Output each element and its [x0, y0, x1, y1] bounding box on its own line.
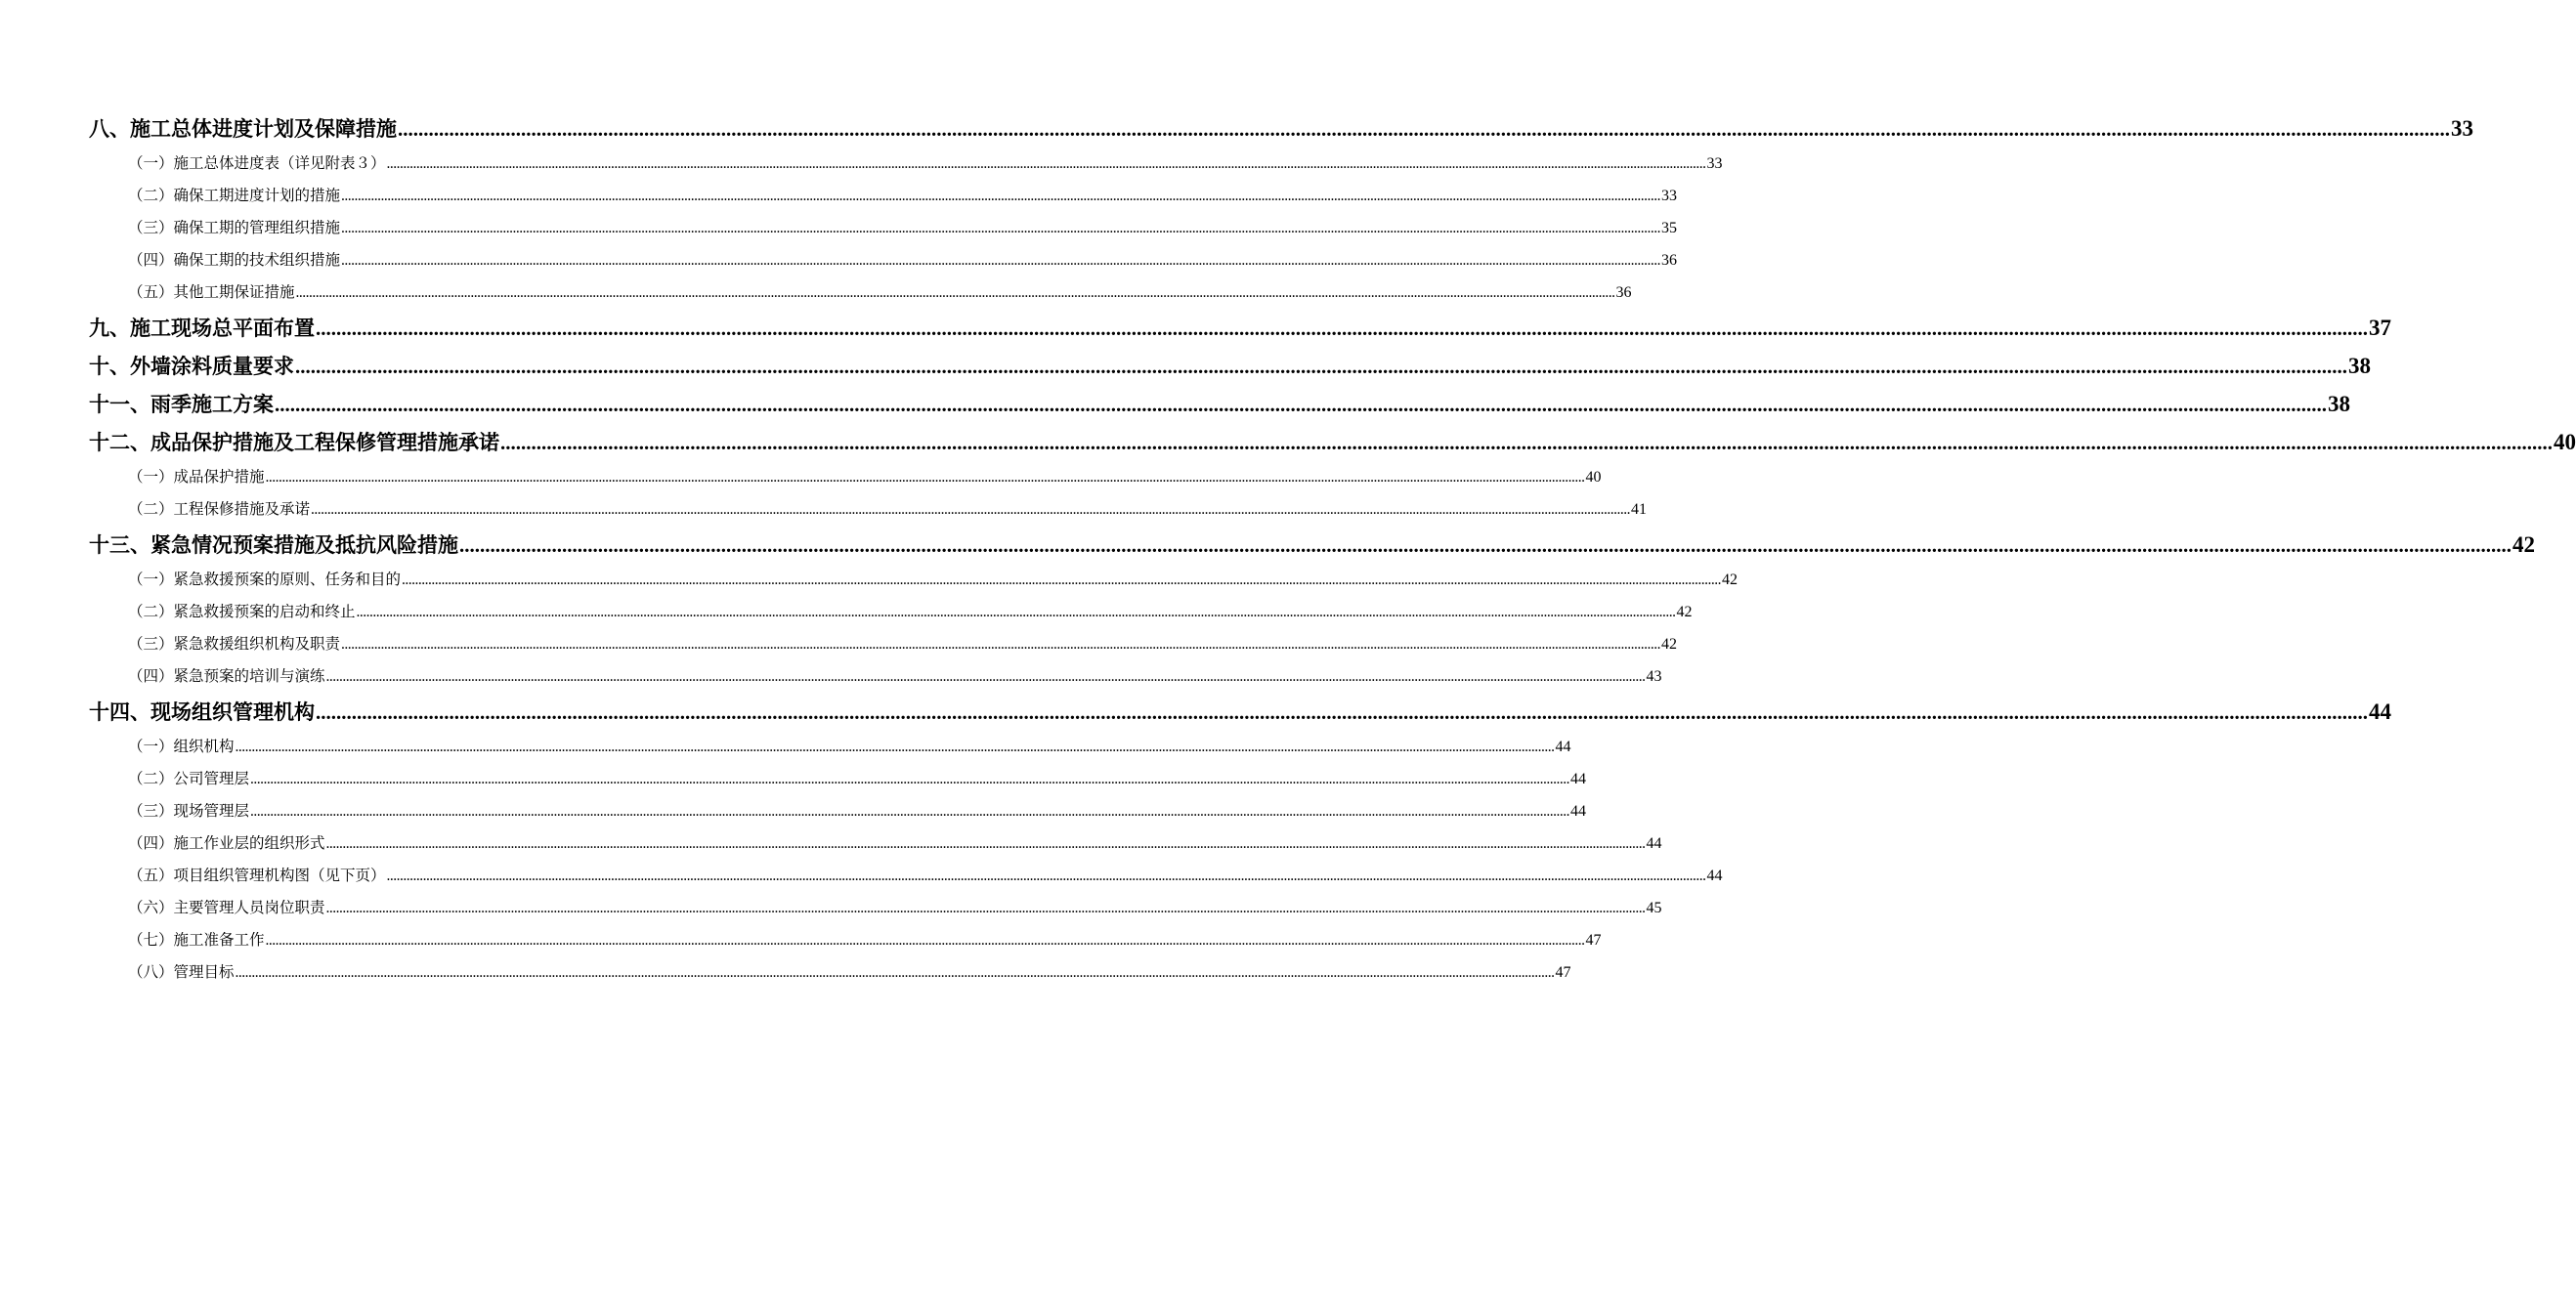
toc-dot-leader: ................................................................................................................................................................................................................................................................................................................................................................................................................ — [295, 284, 1615, 301]
toc-dot-leader: ................................................................................................................................................................................................................................................................................................................................................................................................................ — [459, 533, 2512, 557]
toc-page-number: 47 — [1555, 964, 1571, 981]
toc-dot-leader: ................................................................................................................................................................................................................................................................................................................................................................................................................ — [356, 604, 1676, 620]
toc-section-entry[interactable] — [89, 731, 1571, 763]
toc-dot-leader: ................................................................................................................................................................................................................................................................................................................................................................................................................ — [341, 252, 1661, 269]
toc-dot-leader: ................................................................................................................................................................................................................................................................................................................................................................................................................ — [275, 393, 2327, 416]
toc-entry-title: （二）确保工期进度计划的措施 — [128, 187, 341, 204]
toc-page-number: 44 — [1570, 771, 1587, 787]
toc-dot-leader: ................................................................................................................................................................................................................................................................................................................................................................................................................ — [316, 700, 2368, 724]
toc-page-number: 44 — [1706, 868, 1723, 884]
toc-section-entry[interactable] — [89, 763, 1587, 795]
toc-section-entry[interactable] — [89, 276, 1632, 309]
toc-page-number: 44 — [1570, 803, 1587, 820]
toc-entry-title: 十三、紧急情况预案措施及抵抗风险措施 — [89, 532, 458, 557]
toc-page-number: 38 — [2328, 392, 2350, 416]
toc-page-number: 40 — [2554, 430, 2576, 454]
toc-entry-title: （三）紧急救援组织机构及职责 — [128, 635, 341, 653]
toc-page-number: 42 — [1722, 572, 1739, 588]
toc-entry-title: （一）紧急救援预案的原则、任务和目的 — [128, 571, 402, 588]
toc-entry-title: （四）施工作业层的组织形式 — [128, 834, 325, 852]
toc-dot-leader: ................................................................................................................................................................................................................................................................................................................................................................................................................ — [386, 868, 1706, 884]
toc-dot-leader: ................................................................................................................................................................................................................................................................................................................................................................................................................ — [402, 572, 1722, 588]
toc-dot-leader: ................................................................................................................................................................................................................................................................................................................................................................................................................ — [398, 117, 2450, 141]
toc-dot-leader: ................................................................................................................................................................................................................................................................................................................................................................................................................ — [316, 317, 2368, 340]
toc-entry-title: 十二、成品保护措施及工程保修管理措施承诺 — [89, 430, 499, 454]
toc-entry-title: （一）成品保护措施 — [128, 468, 265, 486]
toc-page-number: 37 — [2369, 316, 2391, 340]
toc-entry-title: 十一、雨季施工方案 — [89, 392, 274, 416]
toc-dot-leader: ................................................................................................................................................................................................................................................................................................................................................................................................................ — [341, 220, 1661, 236]
toc-page-number: 44 — [2369, 699, 2391, 724]
toc-dot-leader: ................................................................................................................................................................................................................................................................................................................................................................................................................ — [250, 771, 1570, 787]
toc-entry-title: （二）公司管理层 — [128, 770, 250, 787]
toc-entry-title: 九、施工现场总平面布置 — [89, 316, 315, 340]
toc-page-number: 33 — [2451, 116, 2473, 141]
toc-section-entry[interactable] — [89, 564, 1739, 596]
toc-chapter-entry[interactable] — [89, 347, 2371, 385]
toc-page-number: 42 — [1661, 636, 1678, 653]
toc-section-entry[interactable] — [89, 212, 1678, 244]
toc-section-entry[interactable] — [89, 795, 1587, 827]
toc-page-number: 44 — [1646, 835, 1662, 852]
toc-dot-leader: ................................................................................................................................................................................................................................................................................................................................................................................................................ — [295, 355, 2347, 378]
toc-chapter-entry[interactable] — [89, 309, 2391, 347]
toc-page-number: 42 — [1676, 604, 1693, 620]
toc-chapter-entry[interactable] — [89, 385, 2350, 423]
toc-dot-leader: ................................................................................................................................................................................................................................................................................................................................................................................................................ — [341, 636, 1661, 653]
toc-section-entry[interactable] — [89, 860, 1723, 892]
toc-chapter-entry[interactable] — [89, 109, 2473, 148]
toc-section-entry[interactable] — [89, 461, 1602, 493]
toc-page-number: 33 — [1661, 188, 1678, 204]
toc-entry-title: （四）紧急预案的培训与演练 — [128, 667, 325, 685]
toc-dot-leader: ................................................................................................................................................................................................................................................................................................................................................................................................................ — [265, 932, 1585, 949]
table-of-contents — [89, 109, 2576, 989]
toc-page-number: 42 — [2512, 532, 2535, 557]
toc-page-number: 47 — [1585, 932, 1602, 949]
toc-dot-leader: ................................................................................................................................................................................................................................................................................................................................................................................................................ — [235, 739, 1555, 755]
toc-dot-leader: ................................................................................................................................................................................................................................................................................................................................................................................................................ — [325, 835, 1646, 852]
toc-page-number: 36 — [1615, 284, 1632, 301]
toc-section-entry[interactable] — [89, 596, 1693, 628]
toc-dot-leader: ................................................................................................................................................................................................................................................................................................................................................................................................................ — [311, 501, 1631, 518]
toc-section-entry[interactable] — [89, 180, 1678, 212]
toc-entry-title: （二）工程保修措施及承诺 — [128, 500, 311, 518]
toc-page-number: 35 — [1661, 220, 1678, 236]
toc-entry-title: （二）紧急救援预案的启动和终止 — [128, 603, 356, 620]
toc-entry-title: 八、施工总体进度计划及保障措施 — [89, 116, 397, 141]
toc-page-number: 41 — [1631, 501, 1648, 518]
toc-section-entry[interactable] — [89, 660, 1662, 693]
toc-section-entry[interactable] — [89, 892, 1662, 924]
toc-entry-title: 十、外墙涂料质量要求 — [89, 354, 294, 378]
toc-entry-title: （三）现场管理层 — [128, 802, 250, 820]
toc-entry-title: （五）其他工期保证措施 — [128, 283, 295, 301]
toc-entry-title: （五）项目组织管理机构图（见下页） — [128, 867, 386, 884]
toc-page-number: 43 — [1646, 668, 1662, 685]
toc-page-number: 45 — [1646, 900, 1662, 916]
toc-dot-leader: ................................................................................................................................................................................................................................................................................................................................................................................................................ — [341, 188, 1661, 204]
toc-section-entry[interactable] — [89, 148, 1723, 180]
toc-entry-title: 十四、现场组织管理机构 — [89, 699, 315, 724]
toc-entry-title: （一）组织机构 — [128, 738, 235, 755]
toc-entry-title: （三）确保工期的管理组织措施 — [128, 219, 341, 236]
toc-section-entry[interactable] — [89, 628, 1678, 660]
toc-page-number: 38 — [2348, 354, 2371, 378]
toc-page-number: 44 — [1555, 739, 1571, 755]
toc-entry-title: （四）确保工期的技术组织措施 — [128, 251, 341, 269]
toc-chapter-entry[interactable] — [89, 693, 2391, 731]
toc-page-number: 33 — [1706, 155, 1723, 172]
toc-dot-leader: ................................................................................................................................................................................................................................................................................................................................................................................................................ — [325, 668, 1646, 685]
toc-section-entry[interactable] — [89, 493, 1648, 526]
toc-section-entry[interactable] — [89, 956, 1571, 989]
toc-entry-title: （七）施工准备工作 — [128, 931, 265, 949]
toc-dot-leader: ................................................................................................................................................................................................................................................................................................................................................................................................................ — [386, 155, 1706, 172]
toc-dot-leader: ................................................................................................................................................................................................................................................................................................................................................................................................................ — [250, 803, 1570, 820]
toc-section-entry[interactable] — [89, 827, 1662, 860]
toc-entry-title: （八）管理目标 — [128, 963, 235, 981]
toc-section-entry[interactable] — [89, 244, 1678, 276]
toc-chapter-entry[interactable] — [89, 526, 2535, 564]
toc-entry-title: （六）主要管理人员岗位职责 — [128, 899, 325, 916]
toc-section-entry[interactable] — [89, 924, 1602, 956]
toc-dot-leader: ................................................................................................................................................................................................................................................................................................................................................................................................................ — [500, 431, 2553, 454]
toc-chapter-entry[interactable] — [89, 423, 2576, 461]
toc-entry-title: （一）施工总体进度表（详见附表３） — [128, 154, 386, 172]
toc-page-number: 40 — [1585, 469, 1602, 486]
toc-dot-leader: ................................................................................................................................................................................................................................................................................................................................................................................................................ — [235, 964, 1555, 981]
toc-page-number: 36 — [1661, 252, 1678, 269]
toc-dot-leader: ................................................................................................................................................................................................................................................................................................................................................................................................................ — [265, 469, 1585, 486]
toc-dot-leader: ................................................................................................................................................................................................................................................................................................................................................................................................................ — [325, 900, 1646, 916]
